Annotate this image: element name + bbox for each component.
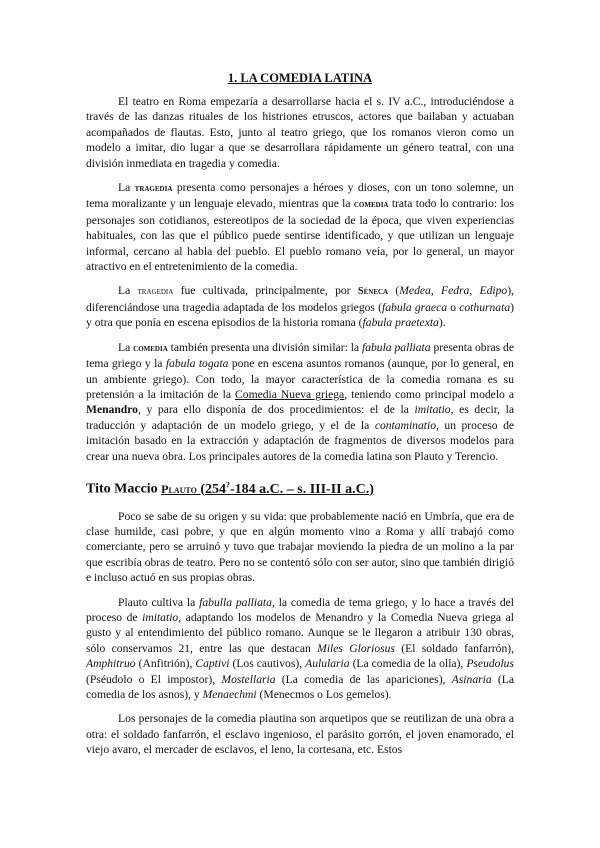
comedia-nueva-griega: Comedia Nueva griega (235, 387, 345, 401)
document-title: 1. LA COMEDIA LATINA (227, 71, 373, 85)
keyword-comedia: comedia (353, 199, 389, 211)
paragraph-tragedy-seneca: La tragedia fue cultivada, principalmente, por Séneca (Medea, Fedra, Edipo), diferenciándose una tragedia adaptada de los modelos griegos (fabula graeca o cothurnata) y otra que ponía en escena episodios de la historia romana (fabula praetexta). (86, 284, 514, 330)
paragraph-comedy-division: La comedia también presenta una división similar: la fabula palliata presenta obras de tema griego y la fabula togata pone en escena asuntos romanos (aunque, por lo general, en un ambiente griego). Con todo, la mayor característica de la comedia romana es su pretensión a la imitación de la Comedia Nueva griega, teniendo como principal modelo a Menandro, y para ello disponía de dos procedimientos: el de la imitatio, es decir, la traducción y adaptación de un modelo griego, y el de la contaminatio, un proceso de imitación basado en la extracción y adaptación de fragmentos de diversos modelos para crear una nueva obra. Los principales autores de la comedia latina son Plauto y Terencio. (86, 340, 515, 463)
paragraph-plauto-works: Plauto cultiva la fabulla palliata, la comedia de tema griego, y lo hace a través del proceso de imitatio, adaptando los modelos de Menandro y la Comedia Nueva griega al gusto y al entendimiento del público romano. Aunque se le llegaron a atribuir 130 obras, sólo conservamos 21, entre las que destacan Miles Gloriosus (El soldado fanfarrón), Amphitruo (Anfitrión), Captivi (Los cautivos), Aulularia (La comedia de la olla), Pseudolus (Pséudolo o El impostor), Mostellaria (La comedia de las apariciones), Asinaria (La comedia de los asnos), y Menaechmi (Menecmos o Los gemelos). (86, 595, 515, 702)
paragraph-intro: El teatro en Roma empezaría a desarrollarse hacia el s. IV a.C., introduciéndose a través de las danzas rituales de los histriones etruscos, actores que bailaban y actuaban acompañados de flautas. Esto, junto al teatro griego, que los romanos vieron como un modelo a imitar, dio lugar a que se desarrollara rápidamente un género teatral, con una división inmediata en tragedia y comedia. (86, 95, 514, 170)
paragraph-tragedy-comedy: La tragedia presenta como personajes a héroes y dioses, con un tono solemne, un tema moralizante y un lenguaje elevado, mientras que la comedia trata todo lo contrario: los personajes son cotidianos, estereotipos de la sociedad de la época, que viven experiencias habituales, con las que el público puede sentirse identificado, y que utilizan un lenguaje informal, cercano al habla del pueblo. El pueblo romano veía, por lo general, un mayor atractivo en el entretenimiento de la comedia. (86, 181, 514, 274)
paragraph-plauto-life: Poco se sabe de su origen y su vida: que probablemente nació en Umbría, que era de clase humilde, casi pobre, y que en algún momento vino a Roma y allí trabajó como comerciante, pero se arruinó y tuvo que trabajar moviendo la piedra de un molino a la par que escribía obras de teatro. Pero no se contentó sólo con ser autor, sino que también dirigió e incluso actuó en sus propias obras. (86, 509, 514, 585)
keyword-tragedia: tragedia (137, 286, 174, 298)
keyword-tragedia: tragedia (134, 183, 173, 195)
keyword-menandro: Menandro (86, 403, 138, 417)
keyword-comedia: comedia (133, 342, 168, 354)
paragraph-plauto-characters: Los personajes de la comedia plautina son arquetipos que se reutilizan de una obra a otra: el soldado fanfarrón, el esclavo ingenioso, el parásito gorrón, el joven enamorado, el viejo avaro, el mercader de esclavos, el leno, la cortesana, etc. Estos (86, 712, 514, 757)
section-heading-plauto: Tito Maccio Plauto (254?-184 a.C. – s. III-II a.C.) (86, 479, 374, 497)
keyword-seneca: Séneca (357, 286, 389, 298)
